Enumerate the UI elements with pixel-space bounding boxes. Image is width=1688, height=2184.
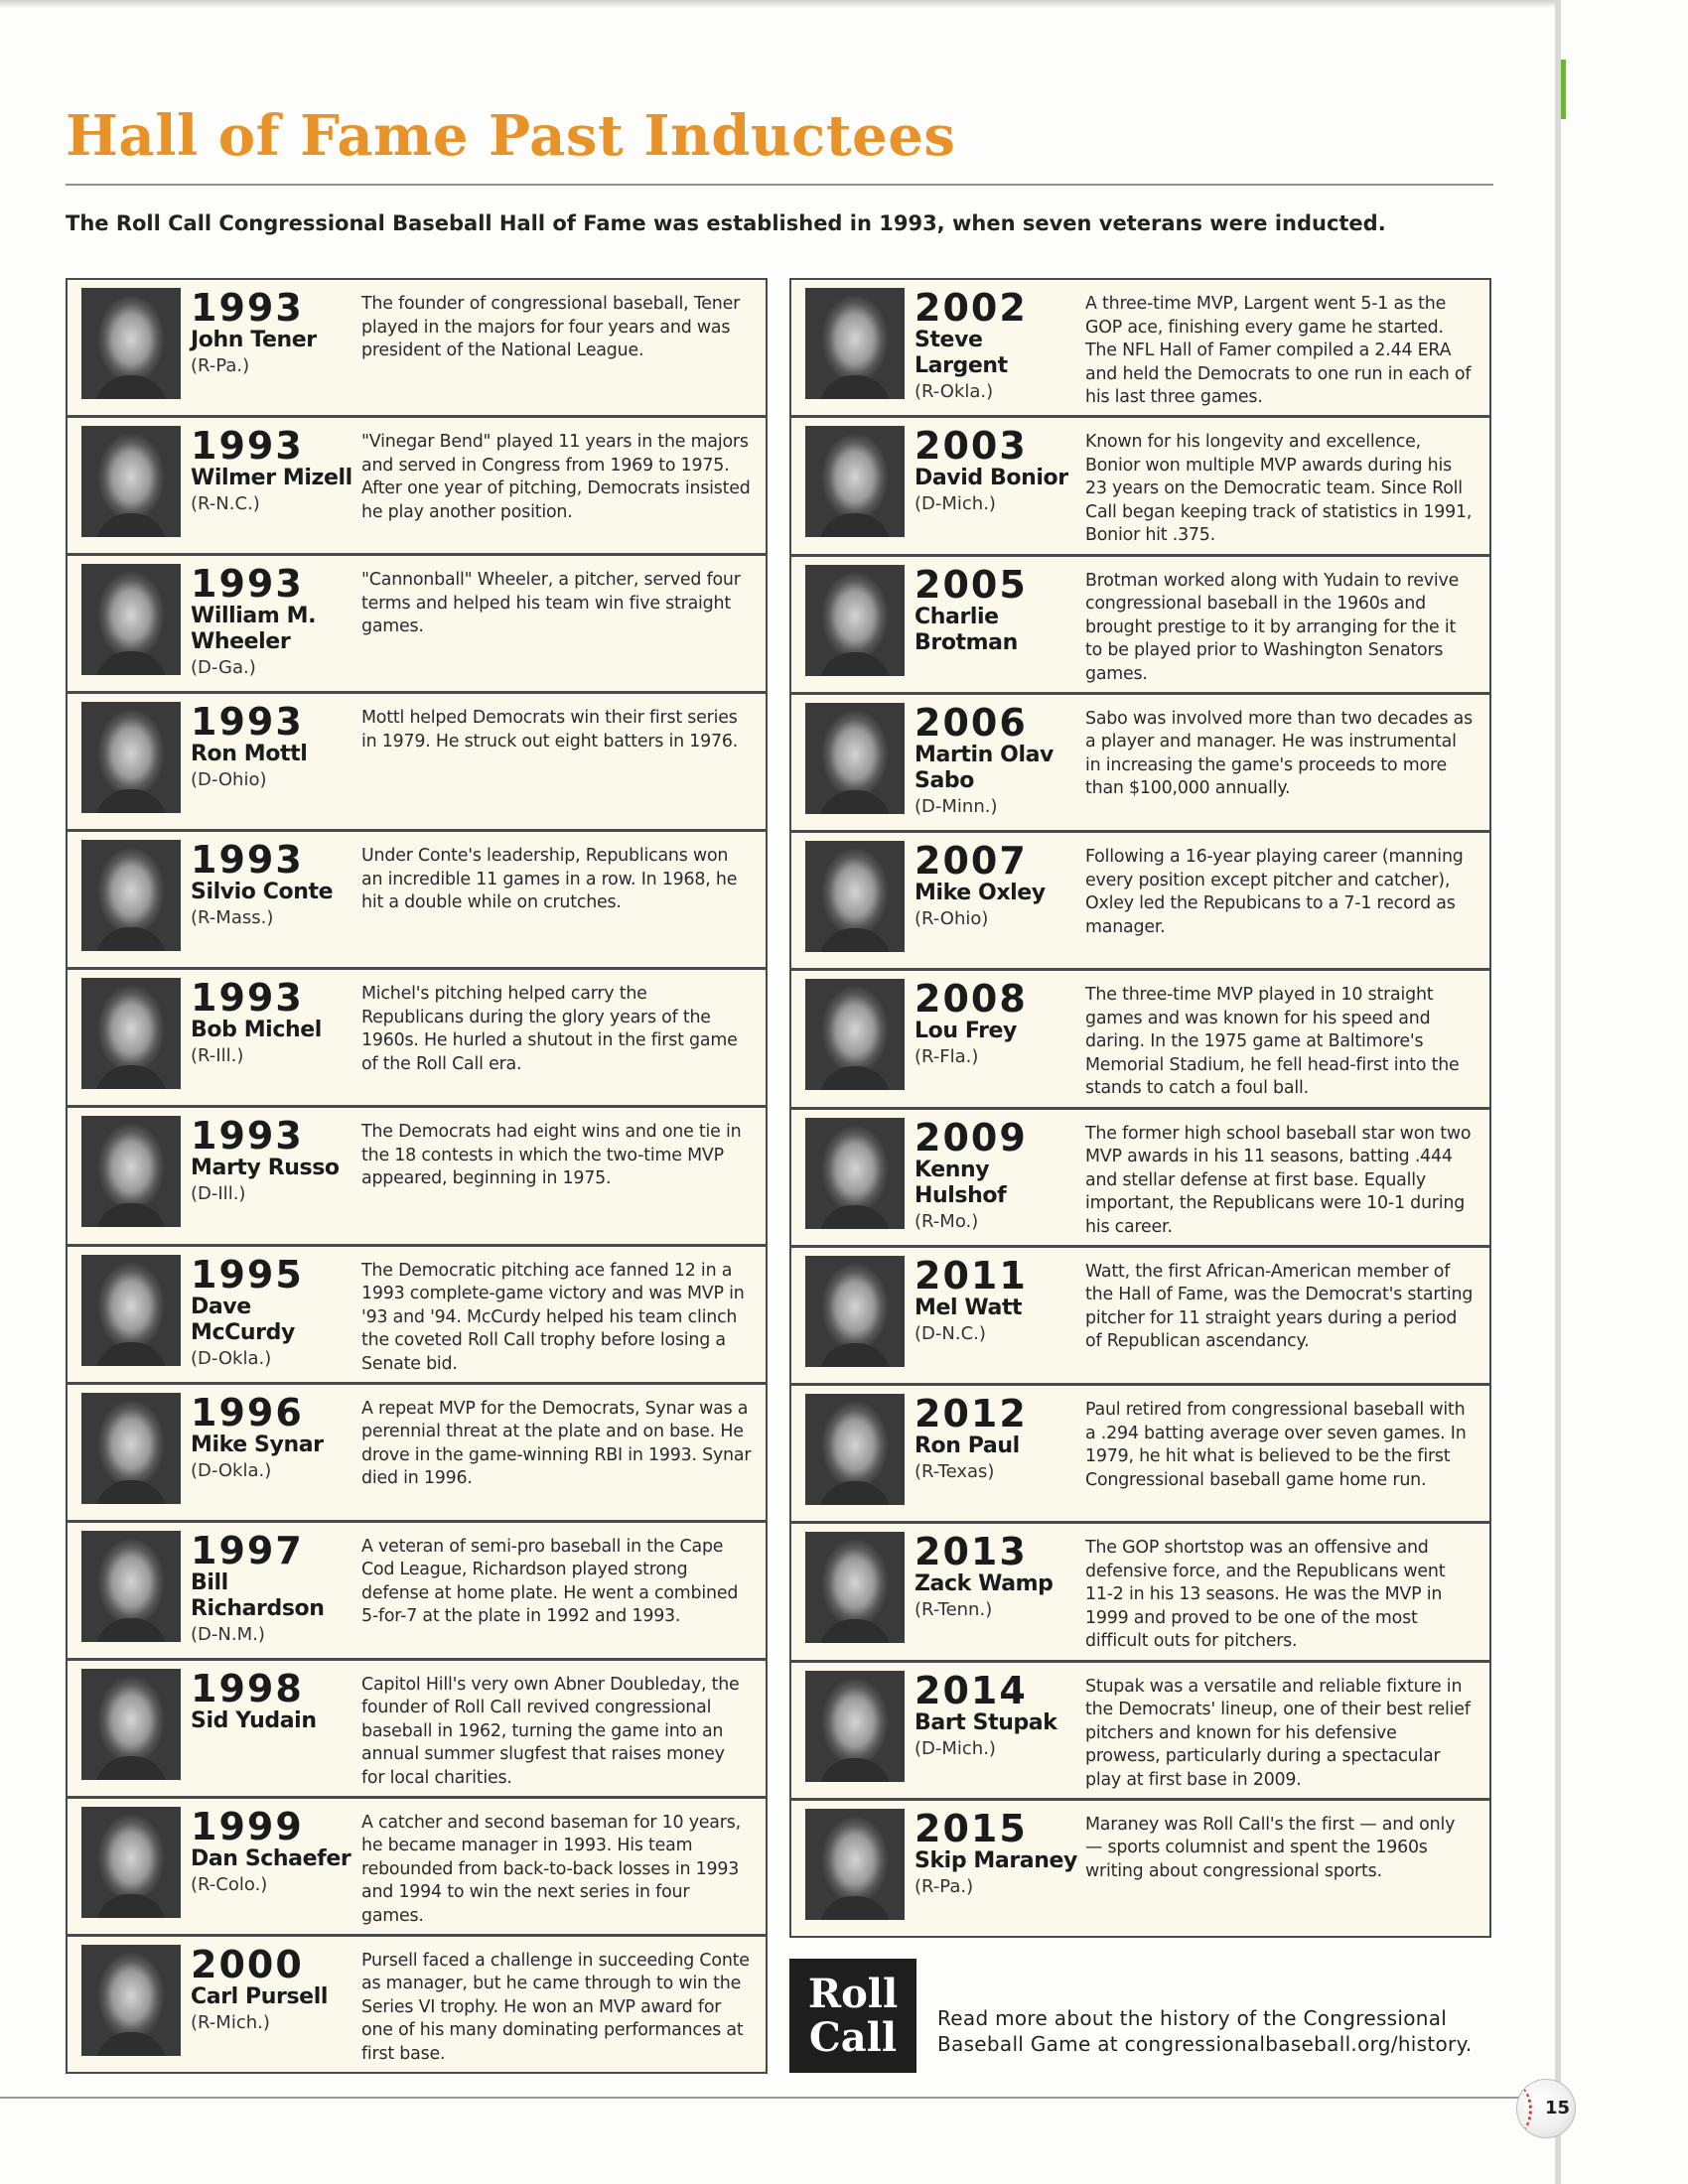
inductee-description: A repeat MVP for the Democrats, Synar was a perennial threat at the plate and on base. He drove in the game-winning RBI in 1993. Synar died in 1996. [361, 1398, 752, 1489]
inductee-name: Sid Yudain [191, 1707, 317, 1733]
inductee-year: 1993 [191, 838, 304, 883]
inductee-description: Pursell faced a challenge in succeeding Conte as manager, but he came through to win the Series VI trophy. He won an MVP award for one of his many dominating performances at first base. [361, 1950, 750, 2064]
inductee-identity [905, 280, 1079, 415]
inductee-entry [68, 1385, 766, 1520]
inductee-identity [181, 1523, 355, 1658]
page-edge-tab [1561, 60, 1566, 119]
page-binding-edge [1555, 0, 1561, 2184]
inductee-party: (R-Okla.) [914, 381, 994, 402]
inductee-entry [791, 280, 1489, 415]
inductee-party: (R-Ill.) [191, 1045, 244, 1067]
inductee-entry [68, 1523, 766, 1658]
inductee-photo [81, 1255, 181, 1366]
inductee-party: (D-N.C.) [914, 1322, 986, 1344]
inductee-entry [791, 557, 1489, 692]
inductee-party: (R-Fla.) [914, 1046, 979, 1068]
inductee-identity [905, 1524, 1079, 1659]
inductee-entry [791, 833, 1489, 968]
inductee-name: Kenny Hulshof [914, 1157, 1007, 1208]
inductee-year: 2008 [914, 977, 1028, 1022]
inductee-year: 2014 [914, 1668, 1028, 1712]
inductee-description: Sabo was involved more than two decades as a player and manager. He was instrumental in increasing the game's proceeds to more than $100,000 annually. [1085, 708, 1473, 799]
inductee-party: (D-Ga.) [191, 657, 256, 679]
inductee-entry [68, 832, 766, 967]
inductee-identity [181, 832, 355, 967]
inductee-photo [805, 565, 905, 676]
inductee-description: Watt, the first African-American member of the Hall of Fame, was the Democrat's starting pitcher for 11 straight years during a period of Republican ascendancy. [1085, 1261, 1474, 1352]
inductee-description: The founder of congressional baseball, Tener played in the majors for four years and was president of the National League. [361, 294, 741, 360]
page-title: Hall of Fame Past Inductees [66, 103, 956, 169]
inductee-year: 2007 [914, 839, 1028, 883]
inductee-entry [68, 1661, 766, 1796]
inductee-party: (R-Ohio) [914, 908, 989, 929]
inductee-party: (R-Mo.) [914, 1210, 979, 1232]
inductee-entry [791, 695, 1489, 830]
inductee-party: (D-Minn.) [914, 795, 998, 817]
inductee-identity [905, 557, 1079, 692]
logo-line-1: Roll [807, 1970, 899, 2017]
inductee-year: 2002 [914, 286, 1028, 330]
inductee-identity [181, 1247, 355, 1382]
inductee-photo [81, 1807, 181, 1918]
inductee-column-right [789, 278, 1491, 1938]
inductee-name: Lou Frey [914, 1019, 1017, 1044]
inductee-description: "Cannonball" Wheeler, a pitcher, served four terms and helped his team win five straight games. [361, 570, 741, 637]
inductee-name: Mel Watt [914, 1295, 1023, 1320]
inductee-name: Ron Paul [914, 1433, 1020, 1458]
inductee-identity [181, 1799, 355, 1934]
inductee-description: Brotman worked along with Yudain to revive congressional baseball in the 1960s and brought prestige to it by arranging for the it to be played prior to Washington Senators games. [1085, 570, 1460, 684]
inductee-entry [68, 556, 766, 691]
inductee-party: (R-Pa.) [191, 355, 250, 376]
inductee-photo [81, 1116, 181, 1227]
intro-text: The Roll Call Congressional Baseball Hall of Fame was established in 1993, when seven veterans were inducted. [66, 211, 1386, 235]
inductee-year: 2000 [191, 1942, 304, 1986]
inductee-description: Paul retired from congressional baseball with a .294 batting average over seven games. In 1979, he hit what is believed to be the first Congressional baseball game home run. [1085, 1400, 1467, 1490]
inductee-identity [905, 1386, 1079, 1521]
baseball-page-number-icon [1516, 2079, 1576, 2138]
inductee-identity [905, 1663, 1079, 1798]
title-divider [66, 184, 1493, 186]
inductee-identity [181, 970, 355, 1105]
inductee-entry [68, 694, 766, 829]
inductee-name: Zack Wamp [914, 1571, 1054, 1597]
inductee-name: Bill Richardson [191, 1570, 325, 1621]
inductee-entry [791, 1386, 1489, 1521]
inductee-description: Stupak was a versatile and reliable fixture in the Democrats' lineup, one of their best relief pitchers and known for his defensive prowess, particularly during a spectacular play at first base in 2009. [1085, 1676, 1471, 1790]
inductee-identity [181, 418, 355, 553]
inductee-description: The Democrats had eight wins and one tie in the 18 contests in which the two-time MVP appeared, beginning in 1975. [361, 1122, 742, 1189]
inductee-photo [81, 1945, 181, 2056]
inductee-identity [181, 1937, 355, 2072]
inductee-identity [181, 1108, 355, 1243]
inductee-description: Following a 16-year playing career (manning every position except pitcher and catcher), Oxley led the Repubicans to a 7-1 record as manager. [1085, 847, 1464, 937]
inductee-name: Marty Russo [191, 1156, 340, 1181]
inductee-name: Dan Schaefer [191, 1845, 352, 1871]
inductee-photo [805, 1118, 905, 1229]
inductee-photo [81, 840, 181, 951]
inductee-year: 1993 [191, 286, 304, 330]
inductee-column-left [66, 278, 768, 2074]
inductee-year: 2003 [914, 424, 1028, 469]
inductee-name: Wilmer Mizell [191, 466, 352, 491]
inductee-photo [805, 1256, 905, 1367]
inductee-party: (D-Ohio) [191, 769, 267, 791]
inductee-identity [905, 1801, 1079, 1936]
inductee-photo [81, 1393, 181, 1504]
inductee-description: A veteran of semi-pro baseball in the Cape Cod League, Richardson played strong defense at home plate. He went a combined 5-for-7 at the plate in 1992 and 1993. [361, 1536, 739, 1627]
inductee-photo [805, 979, 905, 1090]
inductee-photo [805, 426, 905, 537]
inductee-description: The three-time MVP played in 10 straight games and was known for his speed and daring. In the 1975 game at Baltimore's Memorial Stadium, he fell head-first into the stands to catch a foul ball. [1085, 985, 1460, 1099]
inductee-photo [805, 703, 905, 814]
inductee-identity [181, 1385, 355, 1520]
inductee-name: William M. Wheeler [191, 604, 317, 655]
inductee-party: (R-Tenn.) [914, 1599, 993, 1621]
inductee-entry [791, 1663, 1489, 1798]
inductee-entry [68, 280, 766, 415]
inductee-party: (R-N.C.) [191, 493, 260, 515]
roll-call-logo [789, 1959, 916, 2073]
inductee-identity [181, 694, 355, 829]
inductee-entry [791, 1110, 1489, 1245]
inductee-description: The former high school baseball star won two MVP awards in his 11 seasons, batting .444 and stellar defense at first base. Equally important, the Republicans were 10-1 during his career. [1085, 1123, 1472, 1237]
inductee-year: 1996 [191, 1390, 304, 1434]
inductee-photo [805, 841, 905, 952]
inductee-description: Maraney was Roll Call's the first — and only — sports columnist and spent the 1960s writing about congressional sports. [1085, 1814, 1456, 1881]
inductee-identity [905, 1248, 1079, 1383]
inductee-name: Charlie Brotman [914, 604, 1018, 655]
inductee-identity [181, 1661, 355, 1796]
inductee-identity [181, 280, 355, 415]
inductee-entry [68, 418, 766, 553]
inductee-year: 1993 [191, 976, 304, 1021]
inductee-entry [68, 1247, 766, 1382]
inductee-identity [905, 418, 1079, 553]
inductee-photo [81, 1669, 181, 1780]
inductee-description: The Democratic pitching ace fanned 12 in a 1993 complete-game victory and was MVP in '93 and '94. McCurdy helped his team clinch the coveted Roll Call trophy before losing a Senate bid. [361, 1260, 745, 1374]
inductee-photo [81, 564, 181, 675]
inductee-year: 1993 [191, 424, 304, 469]
inductee-photo [805, 1394, 905, 1505]
inductee-entry [68, 1937, 766, 2072]
inductee-description: The GOP shortstop was an offensive and defensive force, and the Republicans went 11-2 in his 13 seasons. He was the MVP in 1999 and proved to be one of the most difficult outs for pitchers. [1085, 1538, 1446, 1652]
inductee-photo [805, 1532, 905, 1643]
inductee-name: Dave McCurdy [191, 1294, 295, 1345]
inductee-party: (R-Mass.) [191, 907, 274, 929]
inductee-year: 2006 [914, 700, 1028, 745]
page-number: 15 [1545, 2098, 1571, 2118]
inductee-description: "Vinegar Bend" played 11 years in the majors and served in Congress from 1969 to 1975. After one year of pitching, Democrats insisted he play another position. [361, 432, 751, 522]
inductee-party: (D-Ill.) [191, 1183, 246, 1205]
inductee-entry [68, 1799, 766, 1934]
inductee-description: Under Conte's leadership, Republicans won an incredible 11 games in a row. In 1968, he hit a double while on crutches. [361, 846, 738, 913]
promo-text: Read more about the history of the Congressional Baseball Game at congressionalbaseball.org/history. [937, 2006, 1473, 2056]
inductee-entry [791, 1524, 1489, 1659]
inductee-entry [68, 1108, 766, 1243]
inductee-description: Michel's pitching helped carry the Republicans during the glory years of the 1960s. He hurled a shutout in the first game of the Roll Call era. [361, 984, 738, 1074]
inductee-party: (R-Colo.) [191, 1873, 268, 1895]
inductee-year: 1993 [191, 1114, 304, 1159]
inductee-name: Silvio Conte [191, 880, 334, 905]
inductee-year: 2009 [914, 1115, 1028, 1160]
inductee-photo [805, 288, 905, 399]
inductee-name: David Bonior [914, 466, 1068, 491]
logo-line-2: Call [808, 2013, 898, 2061]
page-top-edge [0, 0, 1555, 8]
inductee-year: 1993 [191, 562, 304, 607]
inductee-identity [905, 971, 1079, 1106]
inductee-party: (D-Okla.) [191, 1347, 272, 1369]
inductee-party: (D-Mich.) [914, 1737, 996, 1759]
inductee-year: 2011 [914, 1253, 1028, 1297]
inductee-name: Bob Michel [191, 1018, 322, 1043]
inductee-year: 1999 [191, 1804, 304, 1848]
inductee-name: Bart Stupak [914, 1709, 1057, 1735]
footer-divider [0, 2097, 1555, 2099]
inductee-name: Steve Largent [914, 328, 1008, 378]
inductee-year: 2013 [914, 1530, 1028, 1574]
inductee-party: (D-N.M.) [191, 1623, 265, 1645]
inductee-description: A three-time MVP, Largent went 5-1 as the GOP ace, finishing every game he started. The NFL Hall of Famer compiled a 2.44 ERA and held the Democrats to one run in each of his last three games. [1085, 294, 1472, 407]
inductee-entry [68, 970, 766, 1105]
inductee-description: A catcher and second baseman for 10 years, he became manager in 1993. His team rebounded from back-to-back losses in 1993 and 1994 to win the next series in four games. [361, 1812, 741, 1926]
inductee-name: John Tener [191, 328, 317, 352]
inductee-party: (D-Okla.) [191, 1459, 272, 1481]
inductee-entry [791, 418, 1489, 553]
inductee-photo [805, 1671, 905, 1782]
inductee-photo [81, 288, 181, 399]
inductee-identity [905, 833, 1079, 968]
inductee-photo [81, 702, 181, 813]
inductee-description: Known for his longevity and excellence, Bonior won multiple MVP awards during his 23 years on the Democratic team. Since Roll Call began keeping track of statistics in 1991, Bonior hit .375. [1085, 432, 1473, 546]
inductee-party: (R-Pa.) [914, 1875, 974, 1897]
inductee-name: Martin Olav Sabo [914, 742, 1054, 793]
inductee-photo [805, 1809, 905, 1920]
inductee-description: Mottl helped Democrats win their first series in 1979. He struck out eight batters in 1976. [361, 708, 739, 751]
inductee-year: 2012 [914, 1392, 1028, 1435]
inductee-party: (R-Mich.) [191, 2011, 270, 2033]
inductee-entry [791, 1801, 1489, 1936]
inductee-identity [905, 1110, 1079, 1245]
inductee-description: Capitol Hill's very own Abner Doubleday, the founder of Roll Call revived congressional baseball in 1962, turning the game into an annual summer slugfest that raises money for local charities. [361, 1674, 740, 1788]
inductee-name: Ron Mottl [191, 742, 308, 767]
inductee-identity [905, 695, 1079, 830]
inductee-year: 1993 [191, 700, 304, 745]
inductee-photo [81, 1531, 181, 1642]
inductee-year: 2005 [914, 562, 1028, 607]
inductee-party: (D-Mich.) [914, 493, 996, 515]
inductee-photo [81, 426, 181, 537]
inductee-year: 1997 [191, 1528, 304, 1572]
inductee-year: 1995 [191, 1252, 304, 1297]
inductee-name: Skip Maraney [914, 1847, 1077, 1873]
inductee-name: Mike Oxley [914, 881, 1046, 905]
inductee-entry [791, 1248, 1489, 1383]
inductee-entry [791, 971, 1489, 1106]
inductee-year: 1998 [191, 1666, 304, 1710]
inductee-name: Carl Pursell [191, 1983, 328, 2009]
inductee-name: Mike Synar [191, 1432, 324, 1457]
inductee-party: (R-Texas) [914, 1461, 995, 1482]
inductee-photo [81, 978, 181, 1089]
inductee-identity [181, 556, 355, 691]
inductee-year: 2015 [914, 1806, 1028, 1850]
